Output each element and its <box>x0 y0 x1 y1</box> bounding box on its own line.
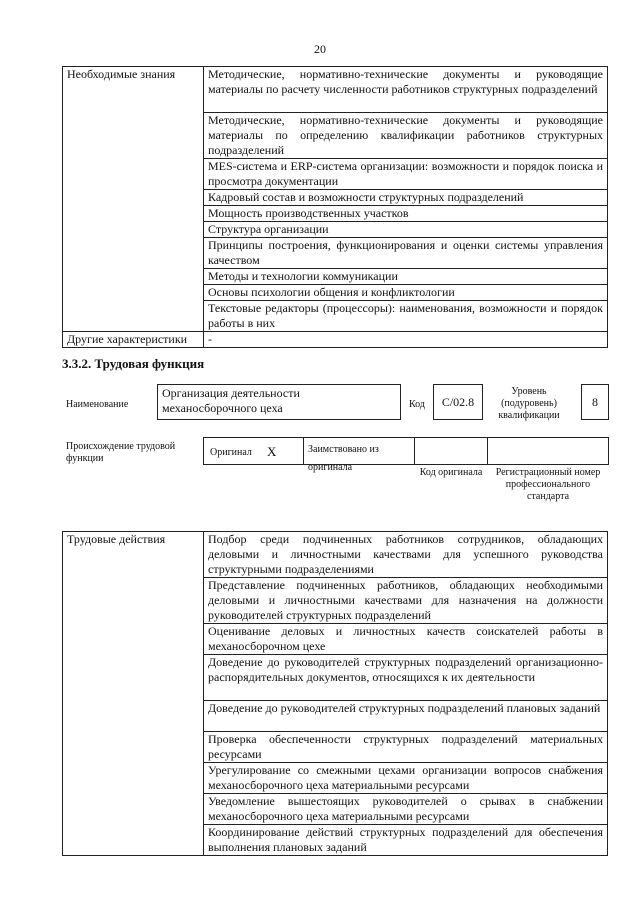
registration-number-cell <box>487 437 609 465</box>
other-characteristics-value: - <box>204 332 608 348</box>
knowledge-item: Методические, нормативно-технические документы и руководящие материалы по расчету численности работников структурных подразделений <box>204 67 608 113</box>
action-item: Оценивание деловых и личностных качеств соискателей работы в механосборочном цехе <box>204 624 608 655</box>
code-value-box <box>433 384 483 420</box>
action-item: Уведомление вышестоящих руководителей о срывах в снабжении механосборочного цеха материальными ресурсами <box>204 794 608 825</box>
code-value: C/02.8 <box>441 394 475 409</box>
level-label: Уровень (подуровень) квалификации <box>498 386 560 421</box>
borrowed-cell <box>303 437 415 473</box>
knowledge-item: MES-система и ERP-система организации: возможности и порядок поиска и просмотра документации <box>204 159 608 190</box>
level-value-box <box>581 384 609 420</box>
table-row <box>63 532 608 578</box>
knowledge-item: Мощность производственных участков <box>204 206 608 222</box>
knowledge-item: Методы и технологии коммуникации <box>204 269 608 285</box>
original-code-cell <box>414 437 488 465</box>
knowledge-item: Методические, нормативно-технические документы и руководящие материалы по определению квалификации работников структурных подразделений <box>204 113 608 159</box>
original-cell <box>203 437 304 465</box>
table-row <box>63 67 608 113</box>
knowledge-item: Основы психологии общения и конфликтологии <box>204 285 608 301</box>
level-value: 8 <box>592 394 598 409</box>
code-label: Код <box>409 399 425 410</box>
action-item: Доведение до руководителей структурных подразделений плановых заданий <box>204 701 608 732</box>
other-characteristics-label: Другие характеристики <box>63 332 204 348</box>
knowledge-item: Принципы построения, функционирования и оценки системы управления качеством <box>204 238 608 269</box>
function-name-box <box>157 384 401 420</box>
section-title: 3.3.2. Трудовая функция <box>62 356 205 371</box>
knowledge-item: Структура организации <box>204 222 608 238</box>
action-item: Представление подчиненных работников, обладающих необходимыми деловыми и личностными качествами для назначения на должности руководителей структурных подразделений <box>204 578 608 624</box>
function-name-value: Организация деятельности механосборочного цеха <box>162 386 300 415</box>
action-item: Координирование действий структурных подразделений для обеспечения выполнения плановых заданий <box>204 825 608 856</box>
borrowed-label: Заимствовано из оригинала <box>308 444 379 473</box>
registration-caption: Регистрационный номер профессионального стандарта <box>495 467 601 502</box>
original-label: Оригинал <box>210 447 252 458</box>
name-label: Наименование <box>66 399 129 410</box>
origin-label: Происхождение трудовой функции <box>66 441 176 464</box>
action-item: Урегулирование со смежными цехами организации вопросов снабжения механосборочного цеха материальными ресурсами <box>204 763 608 794</box>
code-caption: Код оригинала <box>419 467 483 478</box>
actions-label: Трудовые действия <box>63 532 204 856</box>
action-item: Доведение до руководителей структурных подразделений организационно-распорядительных документов, относящихся к их деятельности <box>204 655 608 701</box>
knowledge-item: Кадровый состав и возможности структурных подразделений <box>204 190 608 206</box>
knowledge-label: Необходимые знания <box>63 67 204 332</box>
knowledge-table <box>62 66 608 348</box>
action-item: Проверка обеспеченности структурных подразделений материальных ресурсами <box>204 732 608 763</box>
knowledge-item: Текстовые редакторы (процессоры): наименования, возможности и порядок работы в них <box>204 301 608 332</box>
action-item: Подбор среди подчиненных работников сотрудников, обладающих деловыми и личностными качествами для успешного руководства структурными подразделениями <box>204 532 608 578</box>
page-number: 20 <box>314 42 326 56</box>
table-row <box>63 332 608 348</box>
original-mark: X <box>267 444 277 459</box>
actions-table <box>62 531 608 856</box>
